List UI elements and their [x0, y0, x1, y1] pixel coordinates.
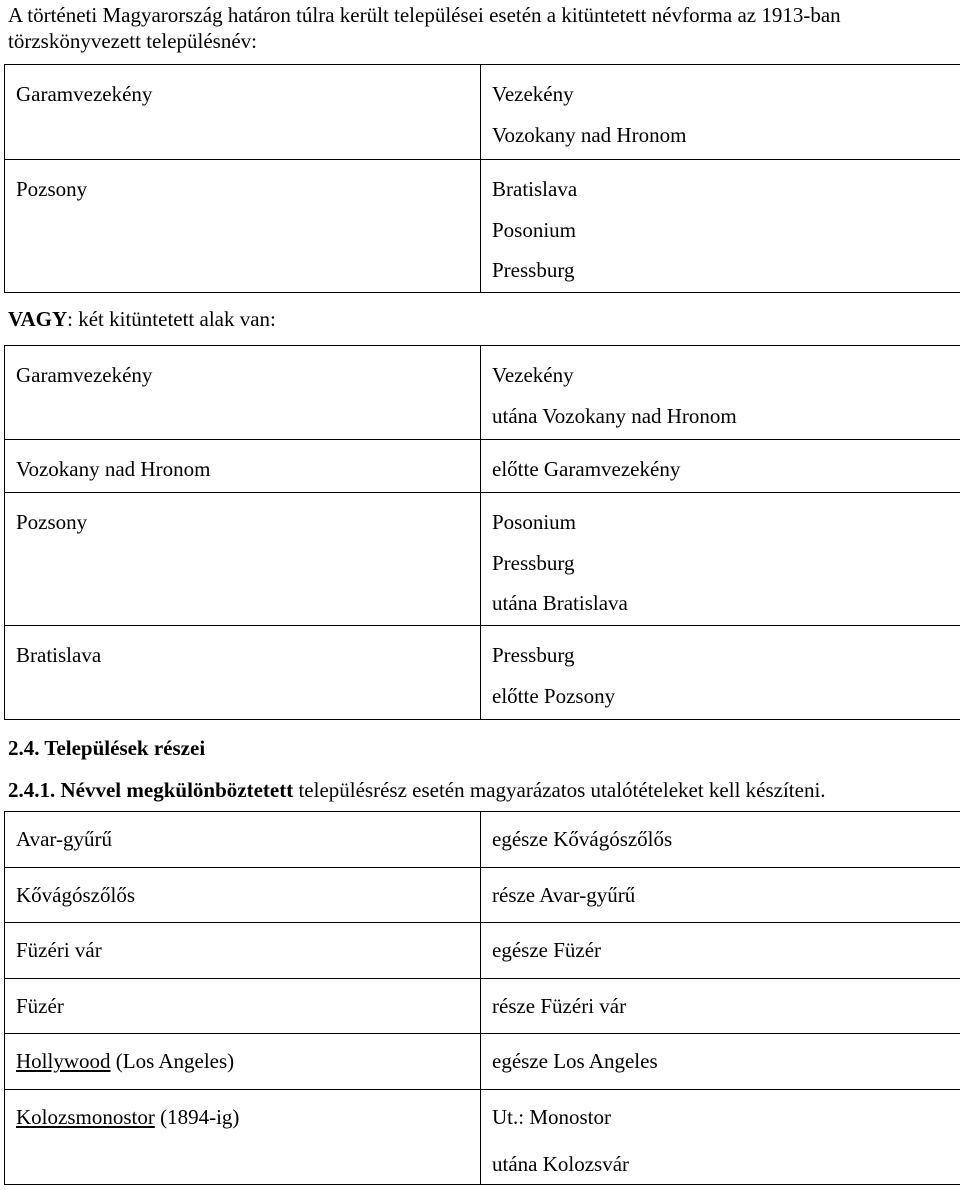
alternative-note: [8, 306, 960, 332]
cell-text: Bratislava: [16, 643, 102, 667]
cell-text: Posonium: [492, 510, 577, 534]
table-row: [5, 493, 960, 626]
cell-text: utána Kolozsvár: [492, 1152, 630, 1176]
cell-text: előtte Garamvezekény: [492, 457, 681, 481]
cell-text: Pressburg: [492, 643, 575, 667]
table-cell: [5, 493, 481, 626]
table-cell: [5, 978, 481, 1034]
table-row: [5, 867, 960, 923]
cell-text: előtte Pozsony: [492, 683, 616, 708]
cell-text: utána Bratislava: [492, 591, 628, 615]
table-row: [5, 160, 960, 293]
table-cell: [481, 160, 960, 293]
table-row: [5, 65, 960, 160]
table-cell: [5, 923, 481, 979]
table-cell: [481, 867, 960, 923]
table-cell: [481, 346, 960, 440]
subsection-heading-bold: 2.4.1. Névvel megkülönböztetett: [8, 778, 294, 802]
cell-text: Vozokany nad Hronom: [16, 457, 211, 481]
underlined-term: Kolozsmonostor: [16, 1104, 155, 1129]
cell-text-rest: (Los Angeles): [110, 1049, 235, 1073]
cell-text: utána Vozokany nad Hronom: [492, 403, 737, 428]
table-row: [5, 978, 960, 1034]
table-cell: [5, 346, 481, 440]
cell-text: Pozsony: [16, 177, 88, 201]
cell-text: Ut.: Monostor: [492, 1104, 612, 1129]
table-cell: [5, 867, 481, 923]
underlined-term: Hollywood: [16, 1049, 111, 1073]
table-cell: [481, 812, 960, 868]
name-form-table-2: [4, 345, 960, 720]
cell-text: egésze Los Angeles: [492, 1049, 658, 1073]
table-cell: [481, 978, 960, 1034]
note-bold-word: VAGY: [8, 307, 68, 331]
table-cell: [5, 440, 481, 493]
document-page: [4, 0, 960, 1185]
note-text: : két kitüntetett alak van:: [67, 307, 276, 331]
cell-text: Bratislava: [492, 177, 578, 201]
table-cell: [5, 626, 481, 720]
table-cell: [481, 440, 960, 493]
table-row: [5, 626, 960, 720]
name-form-table-1: [4, 64, 960, 293]
table-cell: [5, 1089, 481, 1185]
cell-text: Avar-gyűrű: [16, 827, 112, 851]
table-cell: [5, 65, 481, 160]
cell-text: [16, 1090, 480, 1145]
table-row: [5, 1034, 960, 1090]
table-row: [5, 346, 960, 440]
table-cell: [481, 493, 960, 626]
cell-text: Vozokany nad Hronom: [492, 122, 687, 147]
cell-text: [16, 1034, 480, 1089]
table-cell: [5, 160, 481, 293]
cell-text: egésze Füzér: [492, 938, 602, 962]
table-cell: [481, 65, 960, 160]
cell-text: Füzér: [16, 993, 64, 1018]
cell-text: Kővágószőlős: [16, 882, 135, 907]
cell-text-rest: (1894-ig): [154, 1104, 240, 1129]
settlement-part-table: [4, 811, 960, 1185]
cell-text: része Avar-gyűrű: [492, 882, 636, 907]
table-cell: [481, 923, 960, 979]
table-row: [5, 440, 960, 493]
table-cell: [481, 626, 960, 720]
table-row: [5, 812, 960, 868]
table-row: [5, 923, 960, 979]
intro-paragraph: A történeti Magyarország határon túlra került települései esetén a kitüntetett névforma az 1913-ban törzskönyvezett településnév:: [8, 3, 841, 53]
section-heading: 2.4. Települések részei: [8, 736, 206, 760]
cell-text: egésze Kővágószőlős: [492, 827, 673, 851]
cell-text: Garamvezekény: [16, 363, 153, 387]
cell-text: Vezekény: [492, 363, 574, 387]
cell-text: Füzéri vár: [16, 938, 102, 962]
table-cell: [481, 1034, 960, 1090]
table-cell: [5, 812, 481, 868]
cell-text: Pressburg: [492, 550, 575, 575]
cell-text: része Füzéri vár: [492, 993, 627, 1018]
subsection-heading-text: településrész esetén magyarázatos utalótételeket kell készíteni.: [293, 778, 826, 802]
table-row: [5, 1089, 960, 1185]
cell-text: Vezekény: [492, 82, 574, 106]
table-cell: [481, 1089, 960, 1185]
cell-text: Garamvezekény: [16, 82, 153, 106]
table-cell: [5, 1034, 481, 1090]
cell-text: Pozsony: [16, 510, 88, 534]
cell-text: Pressburg: [492, 258, 575, 282]
subsection-heading: [8, 777, 960, 803]
cell-text: Posonium: [492, 217, 577, 242]
